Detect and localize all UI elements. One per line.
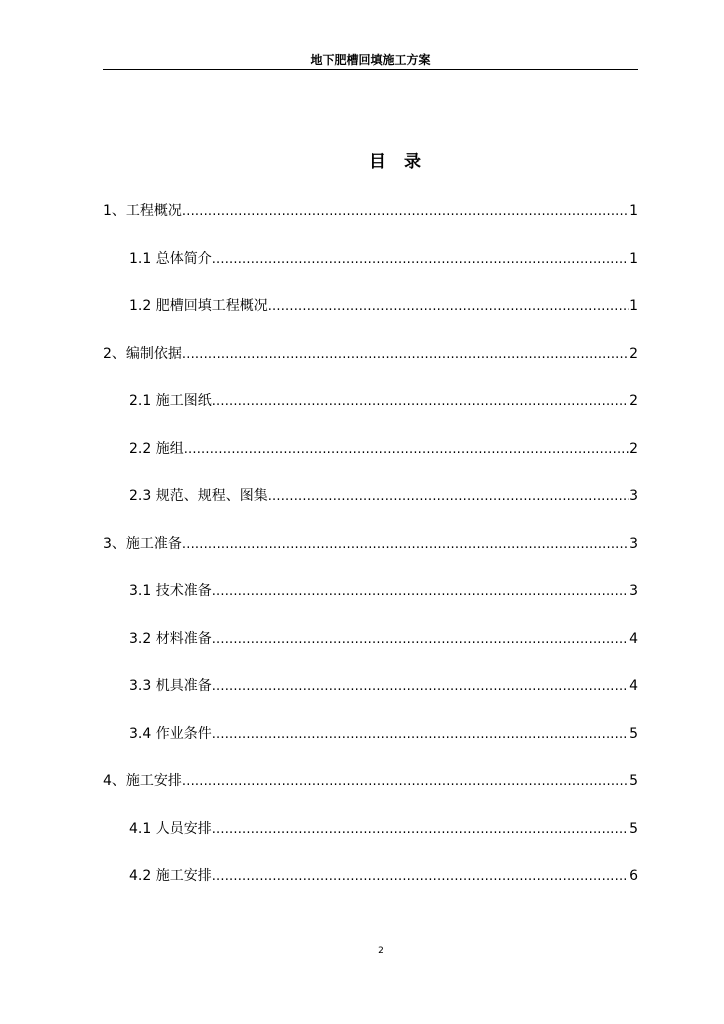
table-of-contents: [103, 200, 638, 913]
toc-entry-label: 4.2 施工安排: [129, 868, 212, 884]
toc-entry[interactable]: [103, 248, 638, 296]
toc-entry-label: 4、施工安排: [103, 773, 182, 789]
toc-dot-leader: [268, 296, 629, 318]
toc-dot-leader: [212, 581, 629, 603]
toc-entry-label: 3、施工准备: [103, 535, 182, 552]
toc-dot-leader: [212, 724, 629, 746]
toc-entry-label: 2、编制依据: [103, 345, 182, 362]
toc-entry-label: 2.1 施工图纸: [129, 393, 212, 409]
toc-entry[interactable]: [103, 295, 638, 343]
toc-dot-leader: [182, 534, 629, 556]
toc-entry-label: 3.2 材料准备: [129, 630, 212, 647]
toc-entry-page: 5: [629, 725, 638, 742]
toc-entry-page: 4: [629, 678, 638, 694]
toc-title: 目 录: [369, 152, 427, 172]
toc-dot-leader: [182, 771, 629, 793]
toc-entry[interactable]: [103, 485, 638, 533]
toc-entry[interactable]: [103, 865, 638, 913]
toc-dot-leader: [182, 201, 629, 223]
toc-dot-leader: [184, 439, 629, 461]
toc-entry[interactable]: [103, 343, 638, 391]
toc-entry-page: 4: [629, 630, 638, 647]
toc-dot-leader: [212, 676, 629, 698]
toc-dot-leader: [212, 866, 629, 888]
toc-entry-label: 1.2 肥槽回填工程概况: [129, 298, 268, 314]
toc-entry-page: 3: [629, 583, 638, 599]
toc-entry-page: 1: [629, 250, 638, 267]
toc-entry-page: 6: [629, 868, 638, 884]
toc-entry[interactable]: [103, 438, 638, 486]
toc-entry-label: 1.1 总体简介: [129, 250, 212, 267]
toc-entry-page: 2: [629, 393, 638, 409]
toc-entry-page: 2: [629, 345, 638, 362]
toc-dot-leader: [212, 819, 629, 841]
toc-entry-label: 2.2 施组: [129, 440, 184, 457]
page-number: 2: [378, 946, 384, 956]
toc-dot-leader: [182, 344, 629, 366]
toc-entry-label: 3.1 技术准备: [129, 583, 212, 599]
toc-entry-page: 1: [629, 298, 638, 314]
toc-entry-page: 2: [629, 440, 638, 457]
header-divider: [103, 69, 638, 70]
toc-dot-leader: [212, 391, 629, 413]
toc-entry[interactable]: [103, 723, 638, 771]
toc-entry-page: 3: [629, 535, 638, 552]
toc-entry-page: 5: [629, 820, 638, 837]
toc-dot-leader: [212, 249, 629, 271]
toc-entry[interactable]: [103, 628, 638, 676]
toc-entry[interactable]: [103, 770, 638, 818]
toc-entry[interactable]: [103, 390, 638, 438]
toc-entry-page: 3: [629, 488, 638, 504]
toc-entry-label: 1、工程概况: [103, 203, 182, 219]
toc-entry-page: 1: [629, 203, 638, 219]
toc-entry-label: 2.3 规范、规程、图集: [129, 488, 268, 504]
toc-entry-label: 3.3 机具准备: [129, 678, 212, 694]
toc-entry-label: 4.1 人员安排: [129, 820, 212, 837]
toc-entry[interactable]: [103, 533, 638, 581]
toc-entry[interactable]: [103, 200, 638, 248]
toc-dot-leader: [212, 629, 629, 651]
toc-entry[interactable]: [103, 818, 638, 866]
toc-entry[interactable]: [103, 580, 638, 628]
toc-entry-label: 3.4 作业条件: [129, 725, 212, 742]
toc-dot-leader: [268, 486, 629, 508]
toc-entry-page: 5: [629, 773, 638, 789]
toc-entry[interactable]: [103, 675, 638, 723]
page-header-title: 地下肥槽回填施工方案: [310, 53, 431, 67]
